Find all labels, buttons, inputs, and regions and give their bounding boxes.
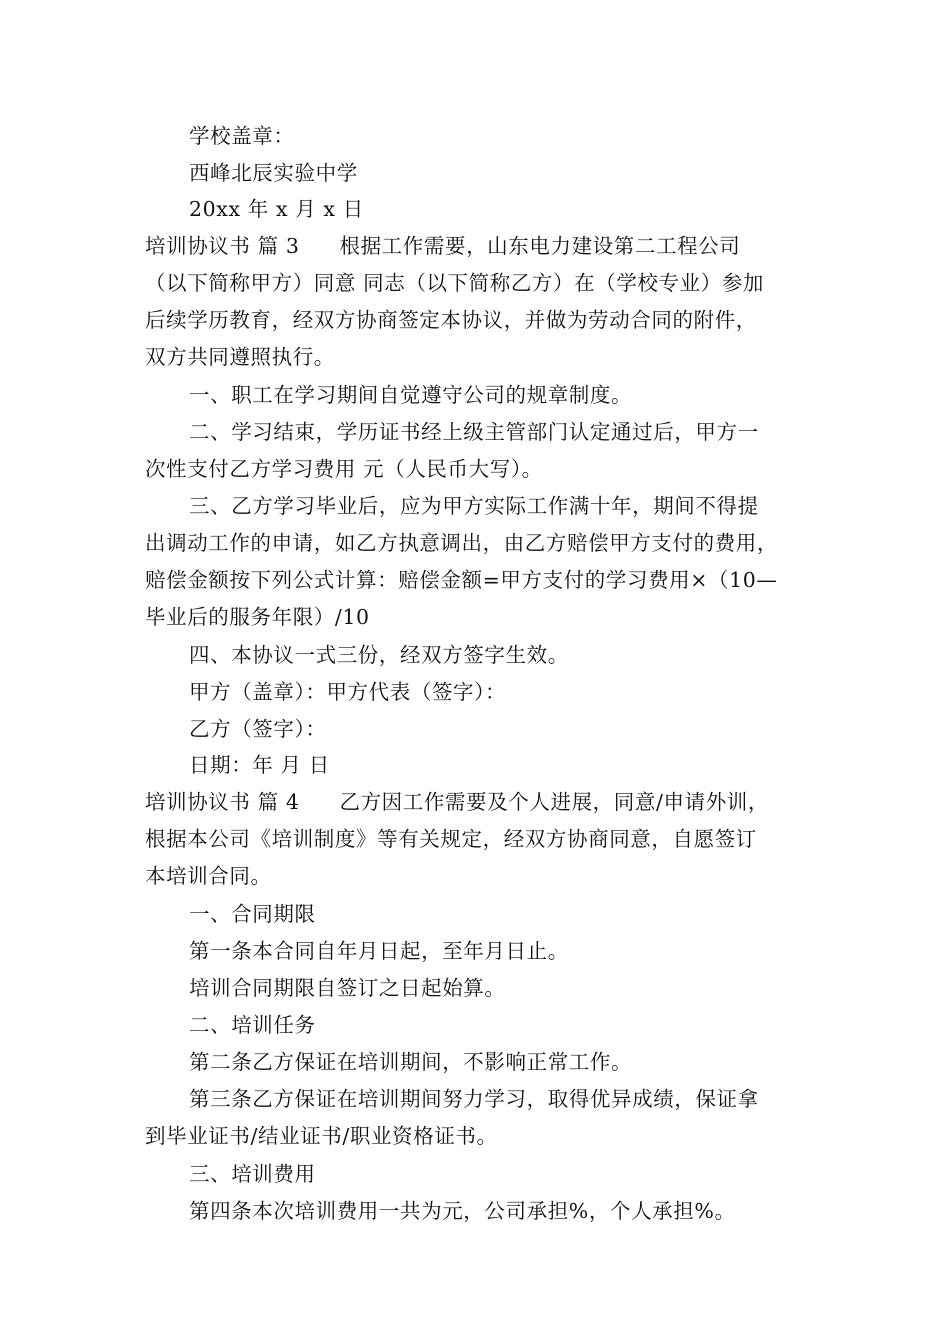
paragraph-line: 双方共同遵照执行。 <box>145 345 335 369</box>
article-2: 第二条乙方保证在培训期间，不影响正常工作。 <box>189 1050 633 1074</box>
section-heading-part4: 培训协议书 篇 4 <box>145 790 300 814</box>
subheading-training-fee: 三、培训费用 <box>189 1162 316 1186</box>
clause-1: 一、职工在学习期间自觉遵守公司的规章制度。 <box>189 383 633 407</box>
paragraph-text: 乙方因工作需要及个人进展，同意/申请外训， <box>339 790 769 814</box>
article-1-note: 培训合同期限自签订之日起始算。 <box>189 976 506 1000</box>
paragraph-line: 根据本公司《培训制度》等有关规定，经双方协商同意，自愿签订 <box>145 827 757 851</box>
subheading-training-task: 二、培训任务 <box>189 1013 316 1037</box>
school-name: 西峰北辰实验中学 <box>189 161 358 185</box>
section-heading-part3: 培训协议书 篇 3 <box>145 234 300 258</box>
school-seal-label: 学校盖章： <box>189 124 295 148</box>
section-heading-part3-line <box>145 227 815 265</box>
article-4: 第四条本次培训费用一共为元，公司承担%，个人承担%。 <box>189 1199 736 1223</box>
article-3: 第三条乙方保证在培训期间努力学习，取得优异成绩，保证拿 <box>189 1087 759 1111</box>
article-1: 第一条本合同自年月日起，至年月日止。 <box>189 939 569 963</box>
paragraph-text: 根据工作需要，山东电力建设第二工程公司 <box>339 234 741 258</box>
paragraph-line: 本培训合同。 <box>145 864 272 888</box>
section-heading-part4-line <box>145 783 815 821</box>
clause-3-continued: 出调动工作的申请，如乙方执意调出，由乙方赔偿甲方支付的费用， <box>145 531 778 555</box>
clause-2: 二、学习结束，学历证书经上级主管部门认定通过后，甲方一 <box>189 420 759 444</box>
article-3-continued: 到毕业证书/结业证书/职业资格证书。 <box>145 1124 498 1148</box>
paragraph-line: （以下简称甲方）同意 同志（以下简称乙方）在（学校专业）参加 <box>145 271 765 295</box>
clause-3-formula-end: 毕业后的服务年限）/10 <box>145 605 370 629</box>
party-b-signature-line: 乙方（签字）： <box>189 717 327 741</box>
clause-3: 三、乙方学习毕业后，应为甲方实际工作满十年，期间不得提 <box>189 494 759 518</box>
clause-3-formula: 赔偿金额按下列公式计算：赔偿金额=甲方支付的学习费用×（10— <box>145 568 778 592</box>
paragraph-line: 后续学历教育，经双方协商签定本协议，并做为劳动合同的附件， <box>145 308 757 332</box>
subheading-contract-term: 一、合同期限 <box>189 902 316 926</box>
clause-2-continued: 次性支付乙方学习费用 元（人民币大写）。 <box>145 457 543 481</box>
signing-date: 20xx 年 x 月 x 日 <box>189 197 364 221</box>
date-line: 日期：年 月 日 <box>189 753 330 777</box>
clause-4: 四、本协议一式三份，经双方签字生效。 <box>189 643 569 667</box>
party-a-signature-line: 甲方（盖章）：甲方代表（签字）： <box>189 680 507 704</box>
